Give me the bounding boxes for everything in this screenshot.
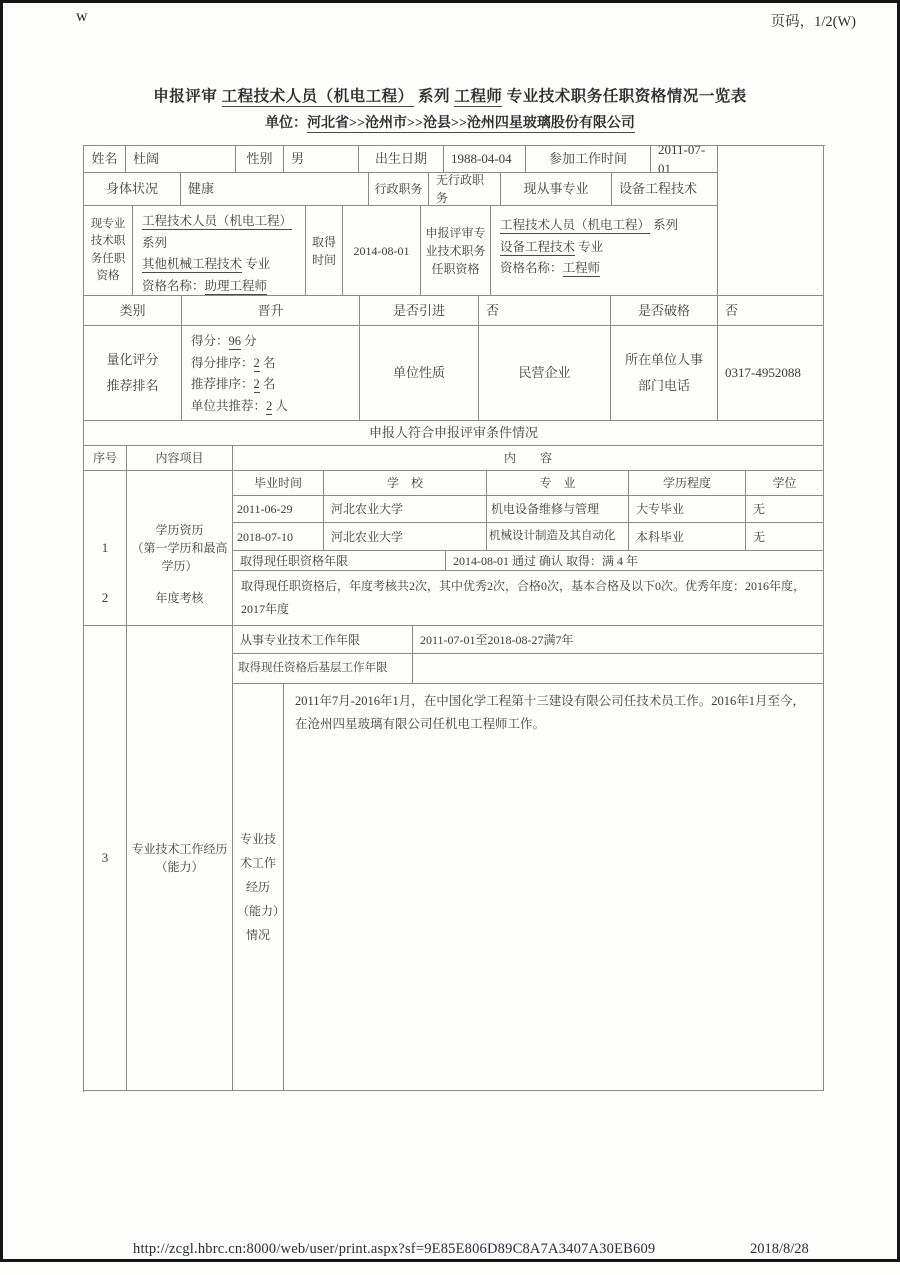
title-part1: 申报评审: [153, 88, 222, 105]
current-qual-cert: 助理工程师: [204, 278, 268, 293]
photo-cell: [718, 146, 824, 296]
apply-qual-series-suffix: 系列: [653, 218, 679, 232]
admin-value-cell: 无行政职务: [429, 173, 501, 206]
exception-value-cell: 否: [718, 296, 824, 326]
edu-cell: 2018-07-10: [233, 523, 324, 551]
experience-description-cell: 2011年7月-2016年1月，在中国化学工程第十三建设有限公司任技术员工作。2016年1月至今，在沧州四星玻璃有限公司任机电工程师工作。: [284, 684, 824, 1091]
edu-col-header: 毕业时间: [233, 471, 324, 496]
edu-cell: 河北农业大学: [324, 523, 487, 551]
import-value-cell: 否: [479, 296, 611, 326]
gender-label-cell: 性别: [236, 146, 284, 173]
current-qual-major: 其他机械工程技术: [142, 257, 243, 272]
title-part2: 系列: [413, 88, 455, 105]
edu-col-header: 学历程度: [629, 471, 746, 496]
form-title: [0, 84, 900, 106]
experience-seq-cell: 3: [84, 626, 127, 1091]
print-date: 2018/8/28: [750, 1241, 809, 1257]
category-value-cell: 晋升: [182, 296, 360, 326]
current-qual-series: 工程技术人员（机电工程）: [142, 214, 293, 228]
title-level: 工程师: [454, 88, 503, 105]
title-series: 工程技术人员（机电工程）: [221, 88, 414, 105]
content-header-cell: 内 容: [233, 446, 824, 471]
edu-item-line: 学历资历: [155, 523, 204, 537]
exception-label-cell: 是否破格: [611, 296, 718, 326]
score-label-line1: 量化评分: [106, 352, 159, 367]
apply-qual-cert-label: 资格名称：: [500, 261, 563, 276]
apply-qual-cert: 工程师: [562, 261, 601, 276]
gender-value-cell: 男: [284, 146, 359, 173]
main-form-table: [83, 145, 825, 1092]
score-line-label: 得分：: [191, 334, 229, 348]
current-qual-major-suffix: 专业: [245, 257, 271, 272]
score-label-line2: 推荐排名: [106, 378, 159, 393]
score-line-unit: 分: [241, 334, 257, 348]
edu-cell: 机电设备维修与管理: [487, 496, 629, 523]
score-line-label: 得分排序：: [191, 355, 254, 370]
edu-seq-cell: 1: [84, 471, 127, 626]
dob-label-cell: 出生日期: [359, 146, 444, 173]
score-line-label: 推荐排序：: [191, 377, 254, 391]
unit-label: 单位：: [265, 116, 308, 131]
qual-time-value-cell: 2014-08-01: [343, 206, 421, 296]
edu-cell: 河北农业大学: [324, 496, 487, 523]
qual-years-label-cell: 取得现任职资格年限: [233, 551, 446, 571]
score-line-value: 2: [253, 355, 260, 370]
work-years-label-cell: 从事专业技术工作年限: [233, 626, 413, 654]
handwritten-mark: w: [76, 8, 88, 25]
profession-value-cell: 设备工程技术: [612, 173, 718, 206]
score-rowlabel-cell: [84, 326, 182, 421]
score-line-unit: 人: [272, 398, 288, 413]
experience-item-line: 专业技术工作经历: [131, 842, 228, 856]
health-label-cell: 身体状况: [84, 173, 181, 206]
current-qual-series-suffix: 系列: [142, 235, 168, 250]
work-years-value-cell: 2011-07-01至2018-08-27满7年: [413, 626, 824, 654]
experience-vertical-label-cell: 专业技术工作经历（能力）情况: [233, 684, 284, 1091]
apply-qual-series: 工程技术人员（机电工程）: [500, 218, 651, 232]
dob-value-cell: 1988-04-04: [444, 146, 526, 173]
edu-cell: 无: [746, 523, 824, 551]
item-header-cell: 内容项目: [127, 446, 233, 471]
annual-seq-cell: 2: [84, 571, 127, 626]
phone-value-cell: 0317-4952088: [718, 326, 824, 421]
edu-col-header: 学 校: [324, 471, 487, 496]
annual-item-cell: 年度考核: [127, 571, 233, 626]
profession-label-cell: 现从事专业: [501, 173, 612, 206]
edu-item-line: （第一学历和最高: [131, 541, 228, 555]
import-label-cell: 是否引进: [360, 296, 479, 326]
workstart-value-cell: 2011-07-01: [651, 146, 718, 173]
score-values-cell: [182, 326, 360, 421]
score-line-value: 96: [228, 334, 242, 348]
qual-time-label-cell: 取得时间: [306, 206, 343, 296]
name-value-cell: 杜阔: [126, 146, 236, 173]
apply-qual-major-suffix: 专业: [578, 239, 604, 254]
edu-cell: 2011-06-29: [233, 496, 324, 523]
annual-text-cell: 取得现任职资格后，年度考核共2次，其中优秀2次，合格0次，基本合格及以下0次。优秀年度：2016年度，2017年度: [233, 571, 824, 626]
qual-years-value-cell: 2014-08-01 通过 确认 取得：满 4 年: [446, 551, 824, 571]
experience-item-cell: [127, 626, 233, 1091]
edu-cell: 机械设计制造及其自动化: [487, 523, 629, 551]
unit-value: 河北省>>沧州市>>沧县>>沧州四星玻璃股份有限公司: [307, 116, 635, 131]
apply-qual-major: 设备工程技术: [500, 239, 576, 254]
title-part3: 专业技术职务任职资格情况一览表: [502, 88, 747, 105]
apply-qual-rowlabel-cell: 申报评审专业技术职务任职资格: [421, 206, 491, 296]
page-number: 页码，1/2(W): [770, 14, 856, 30]
workstart-label-cell: 参加工作时间: [526, 146, 651, 173]
phone-label-cell: 所在单位人事部门电话: [611, 326, 718, 421]
edu-item-line: 学历）: [161, 559, 198, 573]
name-label-cell: 姓名: [84, 146, 126, 173]
current-qual-content-cell: [133, 206, 306, 296]
score-line-unit: 名: [259, 355, 276, 370]
category-label-cell: 类别: [84, 296, 182, 326]
company-type-value-cell: 民营企业: [479, 326, 611, 421]
score-line-value: 2: [266, 398, 273, 413]
health-value-cell: 健康: [181, 173, 369, 206]
edu-col-header: 学位: [746, 471, 824, 496]
experience-item-line: （能力）: [155, 860, 204, 874]
score-line-label: 单位共推荐：: [191, 398, 267, 413]
current-qual-rowlabel-cell: 现专业技术职务任职资格: [84, 206, 133, 296]
current-qual-cert-label: 资格名称：: [142, 278, 205, 293]
score-line-value: 2: [253, 377, 260, 391]
edu-cell: 本科毕业: [629, 523, 746, 551]
grassroots-label-cell: 取得现任资格后基层工作年限: [233, 654, 413, 684]
company-type-label-cell: 单位性质: [360, 326, 479, 421]
edu-cell: 无: [746, 496, 824, 523]
unit-line: [0, 112, 900, 132]
print-url: http://zcgl.hbrc.cn:8000/web/user/print.aspx?sf=9E85E806D89C8A7A3407A30EB609: [133, 1241, 656, 1257]
admin-label-cell: 行政职务: [369, 173, 429, 206]
seq-header-cell: 序号: [84, 446, 127, 471]
score-line-unit: 名: [259, 377, 276, 391]
grassroots-value-cell: [413, 654, 824, 684]
edu-col-header: 专 业: [487, 471, 629, 496]
edu-cell: 大专毕业: [629, 496, 746, 523]
conditions-banner: 申报人符合申报评审条件情况: [84, 421, 824, 446]
apply-qual-content-cell: [491, 206, 718, 296]
